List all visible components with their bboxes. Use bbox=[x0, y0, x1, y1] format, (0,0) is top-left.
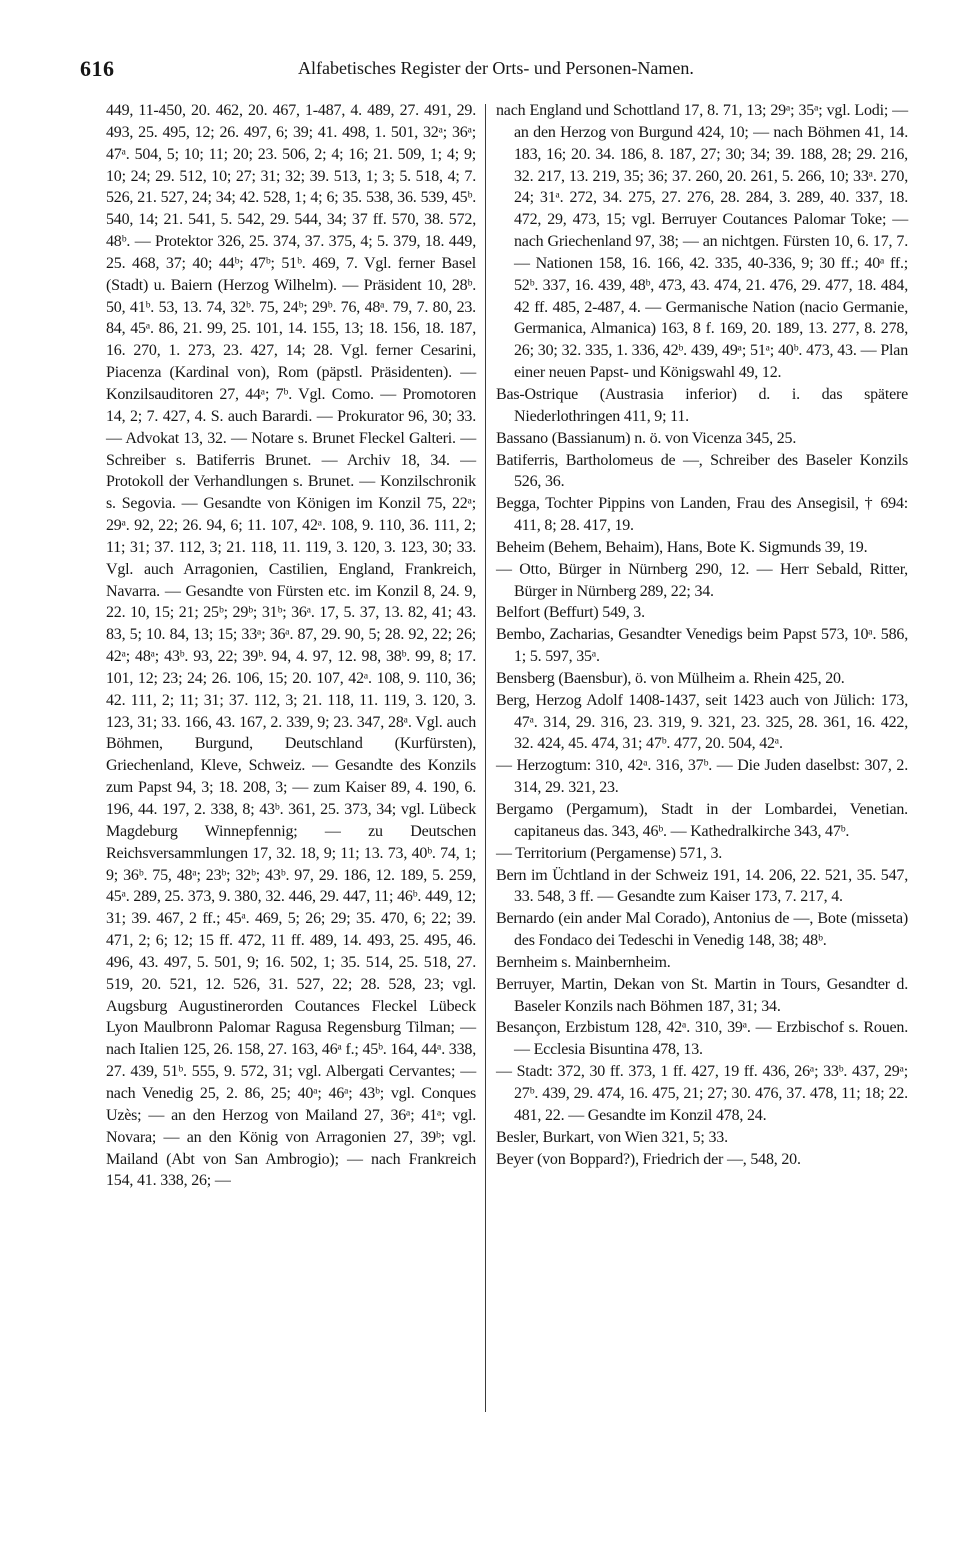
index-entry: — Territorium (Pergamense) 571, 3. bbox=[496, 844, 723, 862]
index-entry: Bernheim s. Mainbernheim. bbox=[496, 953, 671, 971]
left-column-text: 449, 11-450, 20. 462, 20. 467, 1-487, 4. 489, 27. 491, 29. 493, 25. 495, 12; 26. 497, 6; 39; 41. 498, 1. 501, 32ᵃ; 36ᵃ; 47ᵃ. 504, 5; 10; 11; 20; 23. 506, 2; 4; 16; 21. 509, 1; 4; 9; 10; 24; 29. 512, 10; 27; 31; 32; 39. 513, 1; 3; 5. 518, 4; 7. 526, 21. 527, 24; 34; 42. 528, 1; 4; 6; 35. 538, 36. 539, 45ᵇ. 540, 14; 21. 541, 5. 542, 29. 544, 34; 37 ff. 570, 38. 572, 48ᵇ. — Protektor 326, 25. 374, 37. 375, 4; 5. 379, 18. 449, 25. 468, 37; 40; 44ᵇ; 47ᵇ; 51ᵇ. 469, 7. Vgl. ferner Basel (Stadt) u. Baiern (Herzog Wilhelm). — Präsident 10, 28ᵇ. 50, 41ᵇ. 53, 13. 74, 32ᵇ. 75, 24ᵇ; 29ᵇ. 76, 48ᵃ. 79, 7. 80, 23. 84, 45ᵃ. 86, 21. 99, 25. 101, 14. 155, 13; 18. 156, 18. 187, 16. 270, 1. 273, 23. 427, 14; 28. Vgl. ferner Cesarini, Piacenza (Kardinal von), Rom (päpstl. Präsidenten). — Konzilsauditoren 27, 44ᵃ; 7ᵇ. Vgl. Como. — Promotoren 14, 2; 7. 427, 4. S. auch Barardi. — Prokurator 96, 30; 33. — Advokat 13, 32. — Notare s. Brunet Fleckel Galteri. — Schreiber s. Batiferris Brunet. — Archiv 18, 34. — Protokoll der Verhandlungen s. Brunet. — Konzilschronik s. Segovia. — Gesandte von Königen im Konzil 75, 22ᵃ; 29ᵃ. 92, 22; 26. 94, 6; 11. 107, 42ᵃ. 108, 9. 110, 36. 111, 2; 11; 31; 37. 112, 3; 21. 118, 11. 119, 3. 120, 3. 123, 30; 33. Vgl. auch Arragonien, Castilien, England, Frankreich, Navarra. — Gesandte von Fürsten etc. im Konzil 8, 24. 9, 22. 10, 15; 21; 25ᵇ; 29ᵇ; 31ᵇ; 36ᵃ. 17, 5. 37, 13. 82, 41; 43. 83, 5; 10. 84, 13; 15; 33ᵃ; 36ᵃ. 87, 29. 90, 5; 28. 92, 22; 26; 42ᵃ; 48ᵃ; 43ᵇ. 93, 22; 39ᵇ. 94, 4. 97, 12. 98, 38ᵇ. 99, 8; 17. 101, 12; 23; 24; 26. 106, 15; 20. 107, 42ᵃ. 108, 9. 110, 36; 42. 111, 2; 11; 31; 37. 112, 3; 21. 118, 11. 119, 3. 120, 3. 123, 31; 33. 166, 43. 167, 2. 339, 9; 23. 347, 28ᵃ. Vgl. auch Böhmen, Burgund, Deutschland (Kurfürsten), Griechenland, Kleve, Schweiz. — Gesandte des Konzils zum Papst 94, 3; 18. 208, 3; — zum Kaiser 89, 4. 190, 6. 196, 44. 197, 2. 338, 8; 43ᵇ. 361, 25. 373, 34; vgl. Lübeck Magdeburg Winnepfennig; — zu Deutschen Reichsversammlungen 17, 32. 18, 9; 11; 13. 73, 40ᵇ. 74, 1; 9; 36ᵇ. 75, 48ᵃ; 23ᵇ; 32ᵇ; 43ᵇ. 97, 29. 186, 12. 189, 5. 259, 45ᵃ. 289, 25. 373, 9. 380, 32. 446, 29. 447, 11; 46ᵇ. 449, 12; 31; 39. 467, 2 ff.; 45ᵃ. 469, 5; 26; 29; 35. 470, 6; 22; 39. 471, 2; 6; 12; 15 ff. 472, 11 ff. 489, 14. 493, 25. 495, 46. 496, 43. 497, 5. 501, 9; 16. 502, 1; 35. 514, 25. 518, 27. 519, 20. 521, 12. 526, 31. 527, 22; 28. 528, 23; vgl. Augsburg Augustinerorden Coutances Fleckel Lübeck Lyon Maulbronn Palomar Ragusa Regensburg Tilman; — nach Italien 125, 26. 158, 27. 163, 46ᵃ f.; 45ᵇ. 164, 44ᵃ. 338, 27. 439, 51ᵇ. 555, 9. 572, 31; vgl. Albergati Cervantes; — nach Venedig 25, 2. 86, 25; 40ᵃ; 46ᵃ; 43ᵇ; vgl. Conques Uzès; — an den Herzog von Mailand 27, 36ᵃ; 41ᵃ; vgl. Novara; — an den König von Arragonien 27, 39ᵇ; vgl. Mailand (Abt von San Ambrogio); — nach Frankreich 154, 41. 338, 26; — bbox=[106, 102, 476, 1190]
index-entry: Beheim (Behem, Behaim), Hans, Bote K. Sigmunds 39, 19. bbox=[496, 538, 868, 556]
right-column bbox=[496, 100, 908, 1170]
index-entry: Begga, Tochter Pippins von Landen, Frau des Ansegisil, † 694: 411, 8; 28. 417, 19. bbox=[496, 495, 908, 535]
page-number: 616 bbox=[80, 56, 115, 81]
index-entry: — Herzogtum: 310, 42ᵃ. 316, 37ᵇ. — Die Juden daselbst: 307, 2. 314, 29. 321, 23. bbox=[496, 757, 908, 797]
left-column bbox=[106, 100, 476, 1192]
index-entry: Bernardo (ein ander Mal Corado), Antonius de —, Bote (misseta) des Fondaco dei Tedeschi in Venedig 148, 38; 48ᵇ. bbox=[496, 910, 908, 950]
index-entry: Bern im Üchtland in der Schweiz 191, 14. 206, 22. 521, 35. 547, 33. 548, 3 ff. — Gesandte zum Kaiser 173, 7. 217, 4. bbox=[496, 866, 908, 906]
index-entry: Besler, Burkart, von Wien 321, 5; 33. bbox=[496, 1128, 728, 1146]
index-entry: Berg, Herzog Adolf 1408-1437, seit 1423 auch von Jülich: 173, 47ᵃ. 314, 29. 316, 23. 319, 9. 321, 23. 325, 28. 361, 16. 422, 32. 424, 45. 474, 31; 47ᵇ. 477, 20. 504, 42ᵃ. bbox=[496, 691, 908, 753]
index-entry: Besançon, Erzbistum 128, 42ᵃ. 310, 39ᵃ. — Erzbischof s. Rouen. — Ecclesia Bisuntina 478, 13. bbox=[496, 1019, 908, 1059]
index-entry: Bergamo (Pergamum), Stadt in der Lombardei, Venetian. capitaneus das. 343, 46ᵇ. — Kathedralkirche 343, 47ᵇ. bbox=[496, 801, 908, 840]
index-entry: Bensberg (Baensbur), ö. von Mülheim a. Rhein 425, 20. bbox=[496, 669, 845, 687]
index-entry: Bas-Ostrique (Austrasia inferior) d. i. das spätere Niederlothringen 411, 9; 11. bbox=[496, 385, 908, 425]
index-entry: Batiferris, Bartholomeus de —, Schreiber des Baseler Konzils 526, 36. bbox=[496, 451, 908, 491]
index-entry: Belfort (Beffurt) 549, 3. bbox=[496, 604, 645, 622]
running-title: Alfabetisches Register der Orts- und Personen-Namen. bbox=[298, 58, 694, 78]
index-entry: — Otto, Bürger in Nürnberg 290, 12. — Herr Sebald, Ritter, Bürger in Nürnberg 289, 22; 34. bbox=[496, 560, 908, 600]
index-entry: Bassano (Bassianum) n. ö. von Vicenza 345, 25. bbox=[496, 429, 797, 447]
index-entry: Bembo, Zacharias, Gesandter Venedigs beim Papst 573, 10ᵃ. 586, 1; 5. 597, 35ᵃ. bbox=[496, 626, 908, 666]
page-header bbox=[80, 52, 880, 84]
column-divider bbox=[485, 104, 486, 1412]
index-entry: Berruyer, Martin, Dekan von St. Martin in Tours, Gesandter d. Baseler Konzils nach Böhmen 187, 31; 34. bbox=[496, 975, 908, 1015]
index-entry: nach England und Schottland 17, 8. 71, 13; 29ᵃ; 35ᵃ; vgl. Lodi; — an den Herzog von Burgund 424, 10; — nach Böhmen 41, 14. 183, 16; 20. 34. 186, 8. 187, 27; 30; 34; 39. 188, 28; 29. 216, 32. 217, 13. 219, 35; 36; 37. 260, 20. 261, 5. 266, 10; 33ᵃ. 270, 24; 31ᵃ. 272, 34. 275, 27. 276, 28. 284, 3. 289, 40. 337, 18. 472, 29, 473, 15; vgl. Berruyer Coutances Palomar Toke; — nach Griechenland 97, 38; — an nichtgen. Fürsten 10, 6. 17, 7. — Nationen 158, 16. 166, 42. 335, 40-336, 9; 30 ff.; 40ᵃ ff.; 52ᵇ. 337, 16. 439, 48ᵇ, 473, 43. 474, 21. 476, 29. 477, 18. 484, 42 ff. 485, 2-487, 4. — Germanische Nation (nacio Germanie, Germanica, Almanica) 163, 8 f. 169, 20. 189, 13. 277, 8. 278, 26; 30; 32. 335, 1. 336, 42ᵇ. 439, 49ᵃ; 51ᵃ; 40ᵇ. 473, 43. — Plan einer neuen Papst- und Königswahl 49, 12. bbox=[496, 102, 908, 382]
index-entry: Beyer (von Boppard?), Friedrich der —, 548, 20. bbox=[496, 1150, 801, 1168]
index-entry: — Stadt: 372, 30 ff. 373, 1 ff. 427, 19 ff. 436, 26ᵃ; 33ᵇ. 437, 29ᵃ; 27ᵇ. 439, 29. 474, 16. 475, 21; 27; 30. 476, 37. 478, 11; 18; 22. 481, 22. — Gesandte im Konzil 478, 24. bbox=[496, 1063, 908, 1124]
